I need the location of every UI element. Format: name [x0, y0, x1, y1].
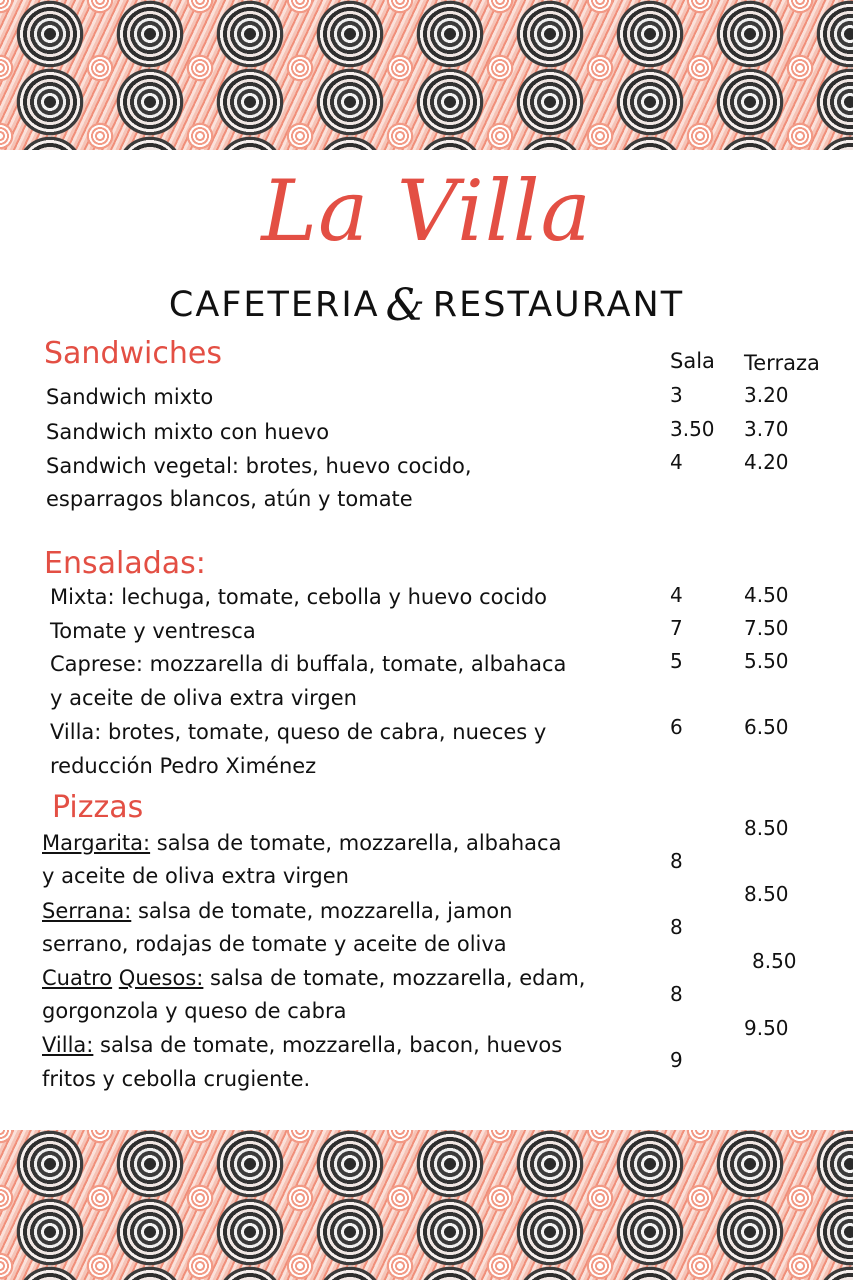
pizza-description: salsa de tomate, mozzarella, edam, — [203, 966, 586, 990]
subtitle-cafeteria: CAFETERIA — [168, 285, 380, 325]
salad-item-description: y aceite de oliva extra virgen — [50, 686, 357, 710]
price-terraza: 9.50 — [744, 1016, 789, 1040]
price-terraza: 4.50 — [744, 583, 789, 607]
price-terraza: 7.50 — [744, 616, 789, 640]
price-sala: 4 — [670, 583, 683, 607]
price-terraza: 5.50 — [744, 649, 789, 673]
price-sala: 7 — [670, 616, 683, 640]
subtitle-restaurant: RESTAURANT — [432, 285, 685, 325]
column-header-sala: Sala — [670, 349, 715, 373]
section-title-pizzas: Pizzas — [52, 790, 144, 825]
price-sala: 8 — [670, 982, 683, 1006]
salad-item-name: Mixta: lechuga, tomate, cebolla y huevo cocido — [50, 585, 548, 609]
sandwich-item-name: Sandwich mixto — [46, 385, 214, 409]
salad-item-description: reducción Pedro Ximénez — [50, 754, 317, 778]
pizza-item-description: fritos y cebolla crugiente. — [42, 1067, 311, 1091]
price-terraza: 8.50 — [744, 882, 789, 906]
salad-item-name: Villa: brotes, tomate, queso de cabra, nueces y — [50, 720, 547, 744]
pizza-item-description: y aceite de oliva extra virgen — [42, 864, 349, 888]
decorative-pattern-bottom — [0, 1130, 853, 1280]
pizza-item-name — [42, 898, 512, 924]
price-sala: 3.50 — [670, 417, 715, 441]
pizza-item-name — [42, 830, 561, 856]
pizza-description: salsa de tomate, mozzarella, albahaca — [150, 831, 562, 855]
price-terraza: 3.70 — [744, 417, 789, 441]
column-header-terraza: Terraza — [744, 351, 820, 375]
sandwich-item-name: Sandwich vegetal: brotes, huevo cocido, — [46, 454, 472, 478]
pizza-item-name — [42, 1032, 562, 1058]
restaurant-logo-name: La Villa — [261, 162, 592, 260]
pizza-description: salsa de tomate, mozzarella, bacon, huevos — [93, 1033, 563, 1057]
price-terraza: 4.20 — [744, 450, 789, 474]
price-sala: 6 — [670, 715, 683, 739]
price-sala: 9 — [670, 1048, 683, 1072]
pizza-name-margarita: Margarita: — [42, 831, 151, 855]
pizza-name-quesos: Quesos: — [118, 966, 204, 990]
section-title-sandwiches: Sandwiches — [44, 336, 222, 371]
sandwich-item-name: Sandwich mixto con huevo — [46, 420, 330, 444]
price-sala: 8 — [670, 915, 683, 939]
price-terraza: 8.50 — [752, 949, 797, 973]
price-sala: 4 — [670, 450, 683, 474]
pizza-item-description: gorgonzola y queso de cabra — [42, 999, 347, 1023]
restaurant-subtitle — [0, 280, 853, 331]
sandwich-item-description: esparragos blancos, atún y tomate — [46, 487, 413, 511]
price-sala: 5 — [670, 649, 683, 673]
subtitle-ampersand: & — [385, 280, 427, 331]
pizza-item-name — [42, 965, 585, 991]
section-title-ensaladas: Ensaladas: — [44, 546, 206, 581]
price-terraza: 8.50 — [744, 816, 789, 840]
price-sala: 3 — [670, 383, 683, 407]
price-terraza: 6.50 — [744, 715, 789, 739]
pizza-name-serrana: Serrana: — [42, 899, 132, 923]
pizza-item-description: serrano, rodajas de tomate y aceite de oliva — [42, 932, 507, 956]
salad-item-name: Caprese: mozzarella di buffala, tomate, albahaca — [50, 652, 567, 676]
pizza-name-villa: Villa: — [42, 1033, 94, 1057]
price-terraza: 3.20 — [744, 383, 789, 407]
salad-item-name: Tomate y ventresca — [50, 619, 256, 643]
pizza-description: salsa de tomate, mozzarella, jamon — [131, 899, 513, 923]
decorative-pattern-top — [0, 0, 853, 150]
pizza-name-cuatro: Cuatro — [42, 966, 113, 990]
price-sala: 8 — [670, 849, 683, 873]
